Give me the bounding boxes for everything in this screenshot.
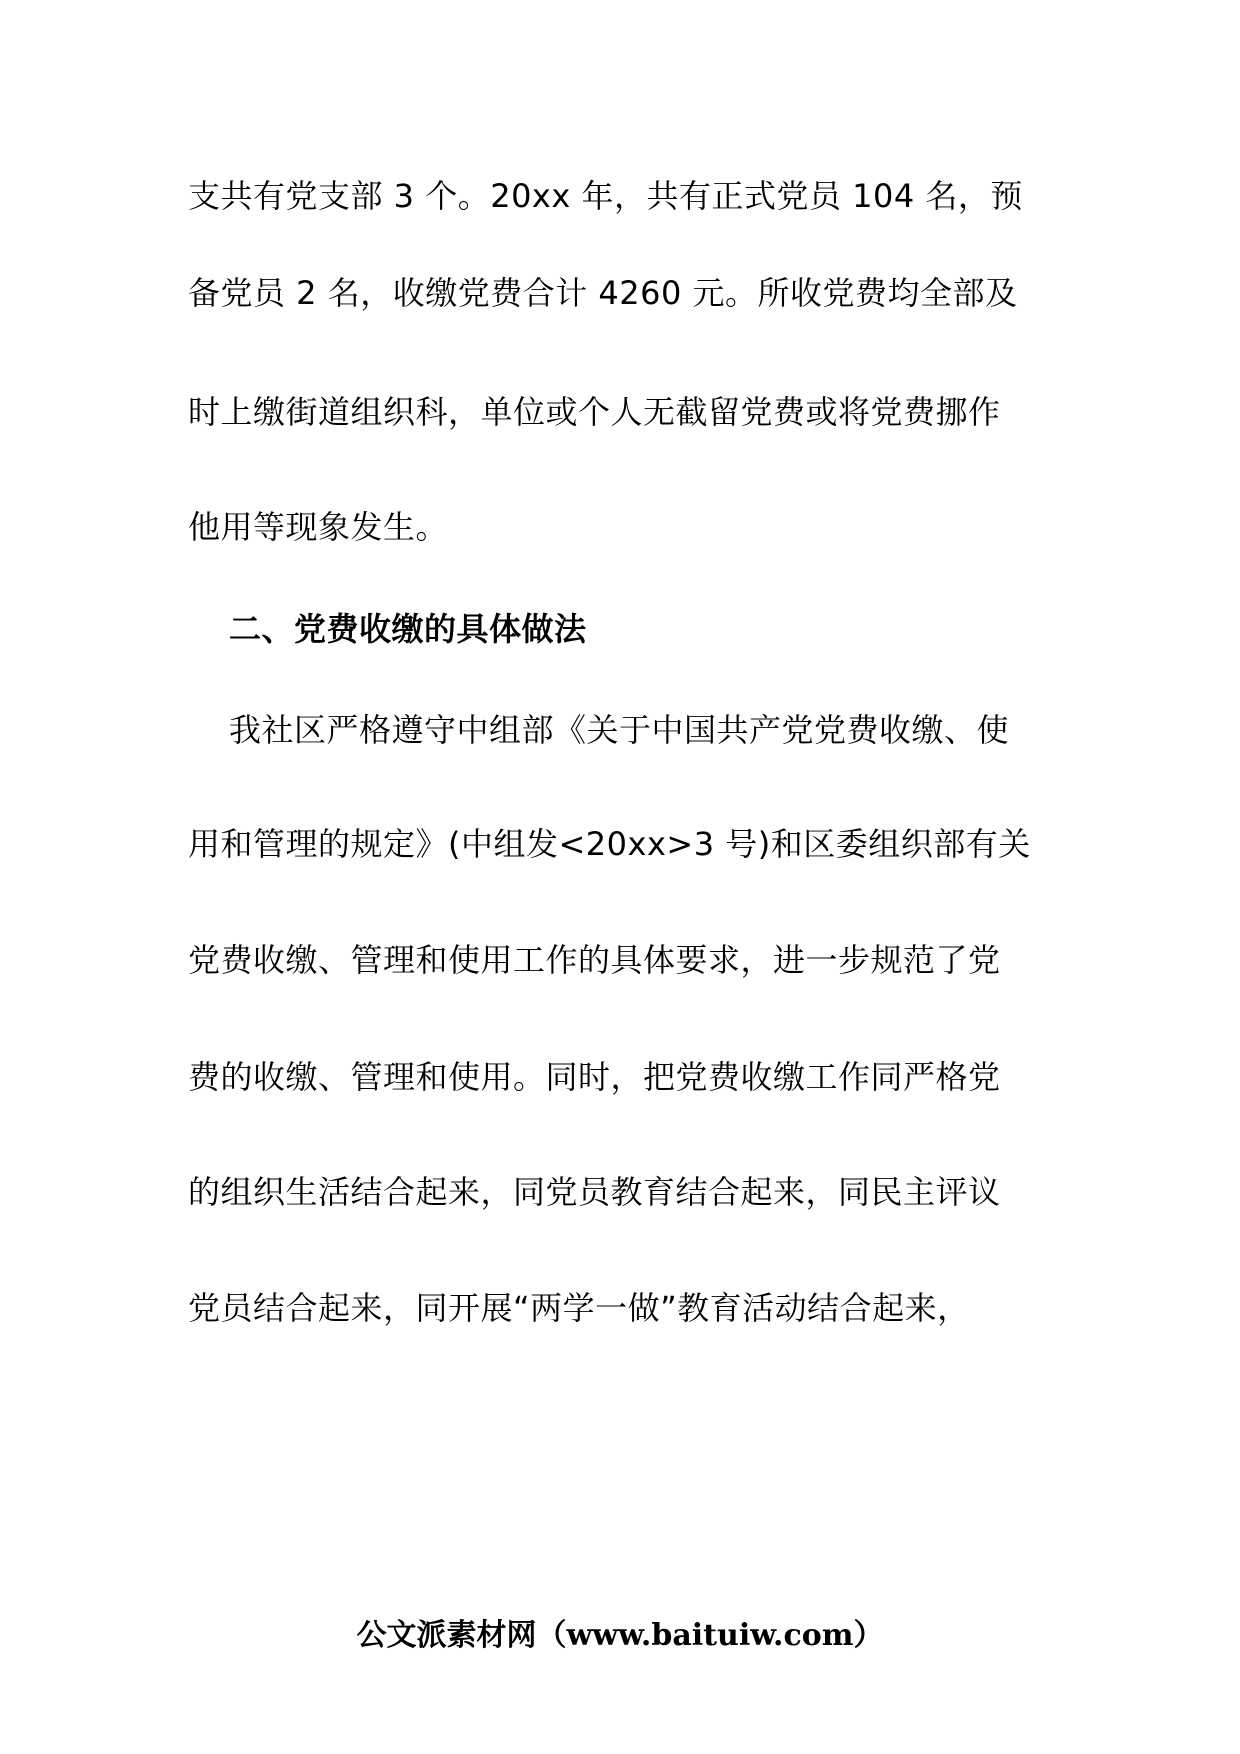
body-line-3: 时上缴街道组织科，单位或个人无截留党费或将党费挪作 — [188, 393, 1001, 431]
footer-watermark: 公文派素材网（www.baituiw.com） — [356, 1618, 884, 1653]
section-heading: 二、党费收缴的具体做法 — [229, 610, 587, 648]
body-line-1: 支共有党支部 3 个。20xx 年，共有正式党员 104 名，预 — [188, 177, 1023, 215]
body-line-4: 他用等现象发生。 — [188, 508, 449, 546]
paragraph-line-5: 的组织生活结合起来，同党员教育结合起来，同民主评议 — [188, 1173, 1001, 1211]
paragraph-line-4: 费的收缴、管理和使用。同时，把党费收缴工作同严格党 — [188, 1058, 1001, 1096]
paragraph-line-6: 党员结合起来，同开展“两学一做”教育活动结合起来， — [188, 1289, 970, 1327]
body-line-2: 备党员 2 名，收缴党费合计 4260 元。所收党费均全部及 — [188, 274, 1018, 312]
paragraph-line-3: 党费收缴、管理和使用工作的具体要求，进一步规范了党 — [188, 941, 1001, 979]
paragraph-line-1: 我社区严格遵守中组部《关于中国共产党党费收缴、使 — [229, 711, 1010, 749]
paragraph-line-2: 用和管理的规定》(中组发<20xx>3 号)和区委组织部有关 — [188, 825, 1031, 863]
